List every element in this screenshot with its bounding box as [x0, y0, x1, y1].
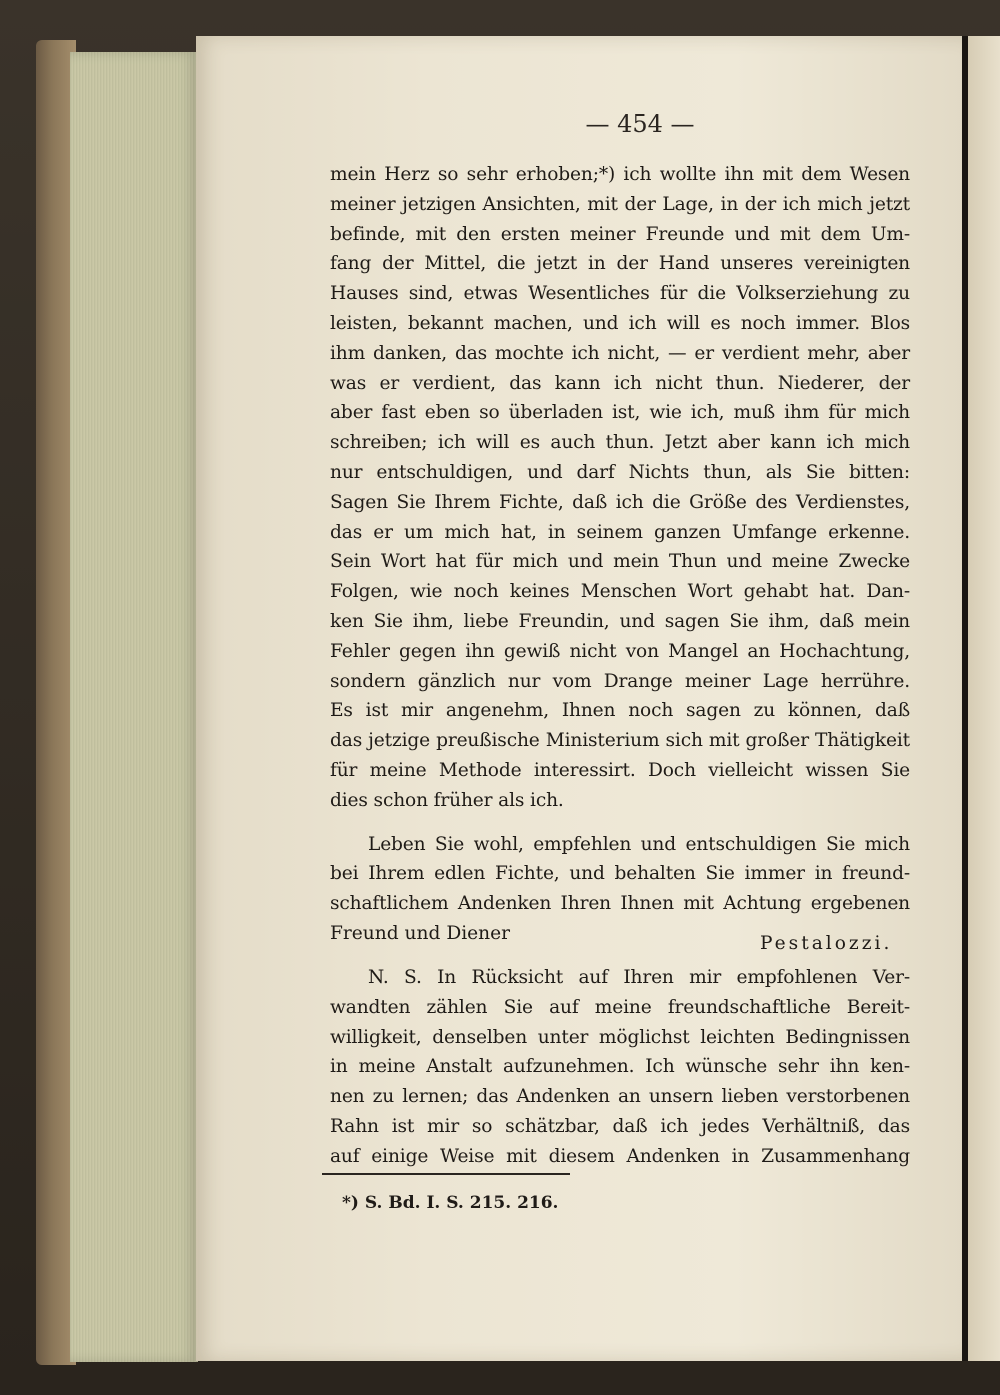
text-line: das er um mich hat, in seinem ganzen Umfange erkenne.	[330, 521, 910, 543]
paragraph-postscript	[330, 963, 910, 1172]
text-line: bei Ihrem edlen Fichte, und behalten Sie immer in freund-	[330, 863, 910, 885]
text-line: willigkeit, denselben unter möglichst leichten Bedingnissen	[330, 1026, 910, 1048]
text-line: dies schon früher als ich.	[330, 789, 564, 811]
text-line: Sagen Sie Ihrem Fichte, daß ich die Größe des Verdienstes,	[330, 491, 910, 513]
text-line: sondern gänzlich nur vom Drange meiner Lage herrühre.	[330, 670, 910, 692]
text-line: fang der Mittel, die jetzt in der Hand unseres vereinigten	[330, 253, 910, 275]
closing-row	[330, 919, 910, 954]
text-line: N. S. In Rücksicht auf Ihren mir empfohlenen Ver-	[368, 966, 910, 988]
text-line: wandten zählen Sie auf meine freundschaftliche Bereit-	[330, 996, 910, 1018]
text-line: nen zu lernen; das Andenken an unsern lieben verstorbenen	[330, 1086, 910, 1108]
text-line: Fehler gegen ihn gewiß nicht von Mangel an Hochachtung,	[330, 640, 910, 662]
facing-page-edge	[968, 36, 1000, 1361]
text-line: leisten, bekannt machen, und ich will es noch immer. Blos	[330, 312, 910, 334]
paragraph-1	[330, 160, 910, 816]
text-line: in meine Anstalt aufzunehmen. Ich wünsche sehr ihn ken-	[330, 1056, 910, 1078]
closing-text: Freund und Diener	[330, 922, 511, 944]
text-line: Leben Sie wohl, empfehlen und entschuldigen Sie mich	[368, 833, 910, 855]
letter-text	[330, 160, 910, 1172]
text-line: Hauses sind, etwas Wesentliches für die Volkserziehung zu	[330, 283, 910, 305]
text-line: Folgen, wie noch keines Menschen Wort gehabt hat. Dan-	[330, 581, 910, 603]
text-line: das jetzige preußische Ministerium sich mit großer Thätigkeit	[330, 730, 910, 752]
text-line: Sein Wort hat für mich und mein Thun und meine Zwecke	[330, 551, 910, 573]
signature: Pestalozzi.	[760, 932, 893, 954]
text-line: auf einige Weise mit diesem Andenken in Zusammenhang	[330, 1145, 910, 1167]
text-line: aber fast eben so überladen ist, wie ich, muß ihm für mich	[330, 402, 910, 424]
footnote: *) S. Bd. I. S. 215. 216.	[342, 1193, 559, 1213]
text-line: nur entschuldigen, und darf Nichts thun, als Sie bitten:	[330, 461, 910, 483]
text-line: ken Sie ihm, liebe Freundin, und sagen Sie ihm, daß mein	[330, 610, 910, 632]
text-line: für meine Methode interessirt. Doch vielleicht wissen Sie	[330, 759, 910, 781]
text-line: schreiben; ich will es auch thun. Jetzt aber kann ich mich	[330, 432, 910, 454]
page-edges	[70, 52, 198, 1362]
footnote-divider	[322, 1173, 570, 1175]
paragraph-2	[330, 830, 910, 954]
page-number: — 454 —	[585, 110, 695, 138]
text-line: ihm danken, das mochte ich nicht, — er verdient mehr, aber	[330, 342, 910, 364]
text-line: mein Herz so sehr erhoben;*) ich wollte ihn mit dem Wesen	[330, 164, 910, 185]
text-line: schaftlichem Andenken Ihren Ihnen mit Achtung ergebenen	[330, 893, 910, 915]
paragraph-gap	[330, 816, 910, 830]
text-line: befinde, mit den ersten meiner Freunde und mit dem Um-	[330, 223, 910, 245]
text-line: Es ist mir angenehm, Ihnen noch sagen zu können, daß	[330, 700, 910, 722]
text-line: was er verdient, das kann ich nicht thun. Niederer, der	[330, 372, 910, 394]
text-line: meiner jetzigen Ansichten, mit der Lage, in der ich mich jetzt	[330, 193, 910, 215]
text-line: Rahn ist mir so schätzbar, daß ich jedes Verhältniß, das	[330, 1115, 910, 1137]
